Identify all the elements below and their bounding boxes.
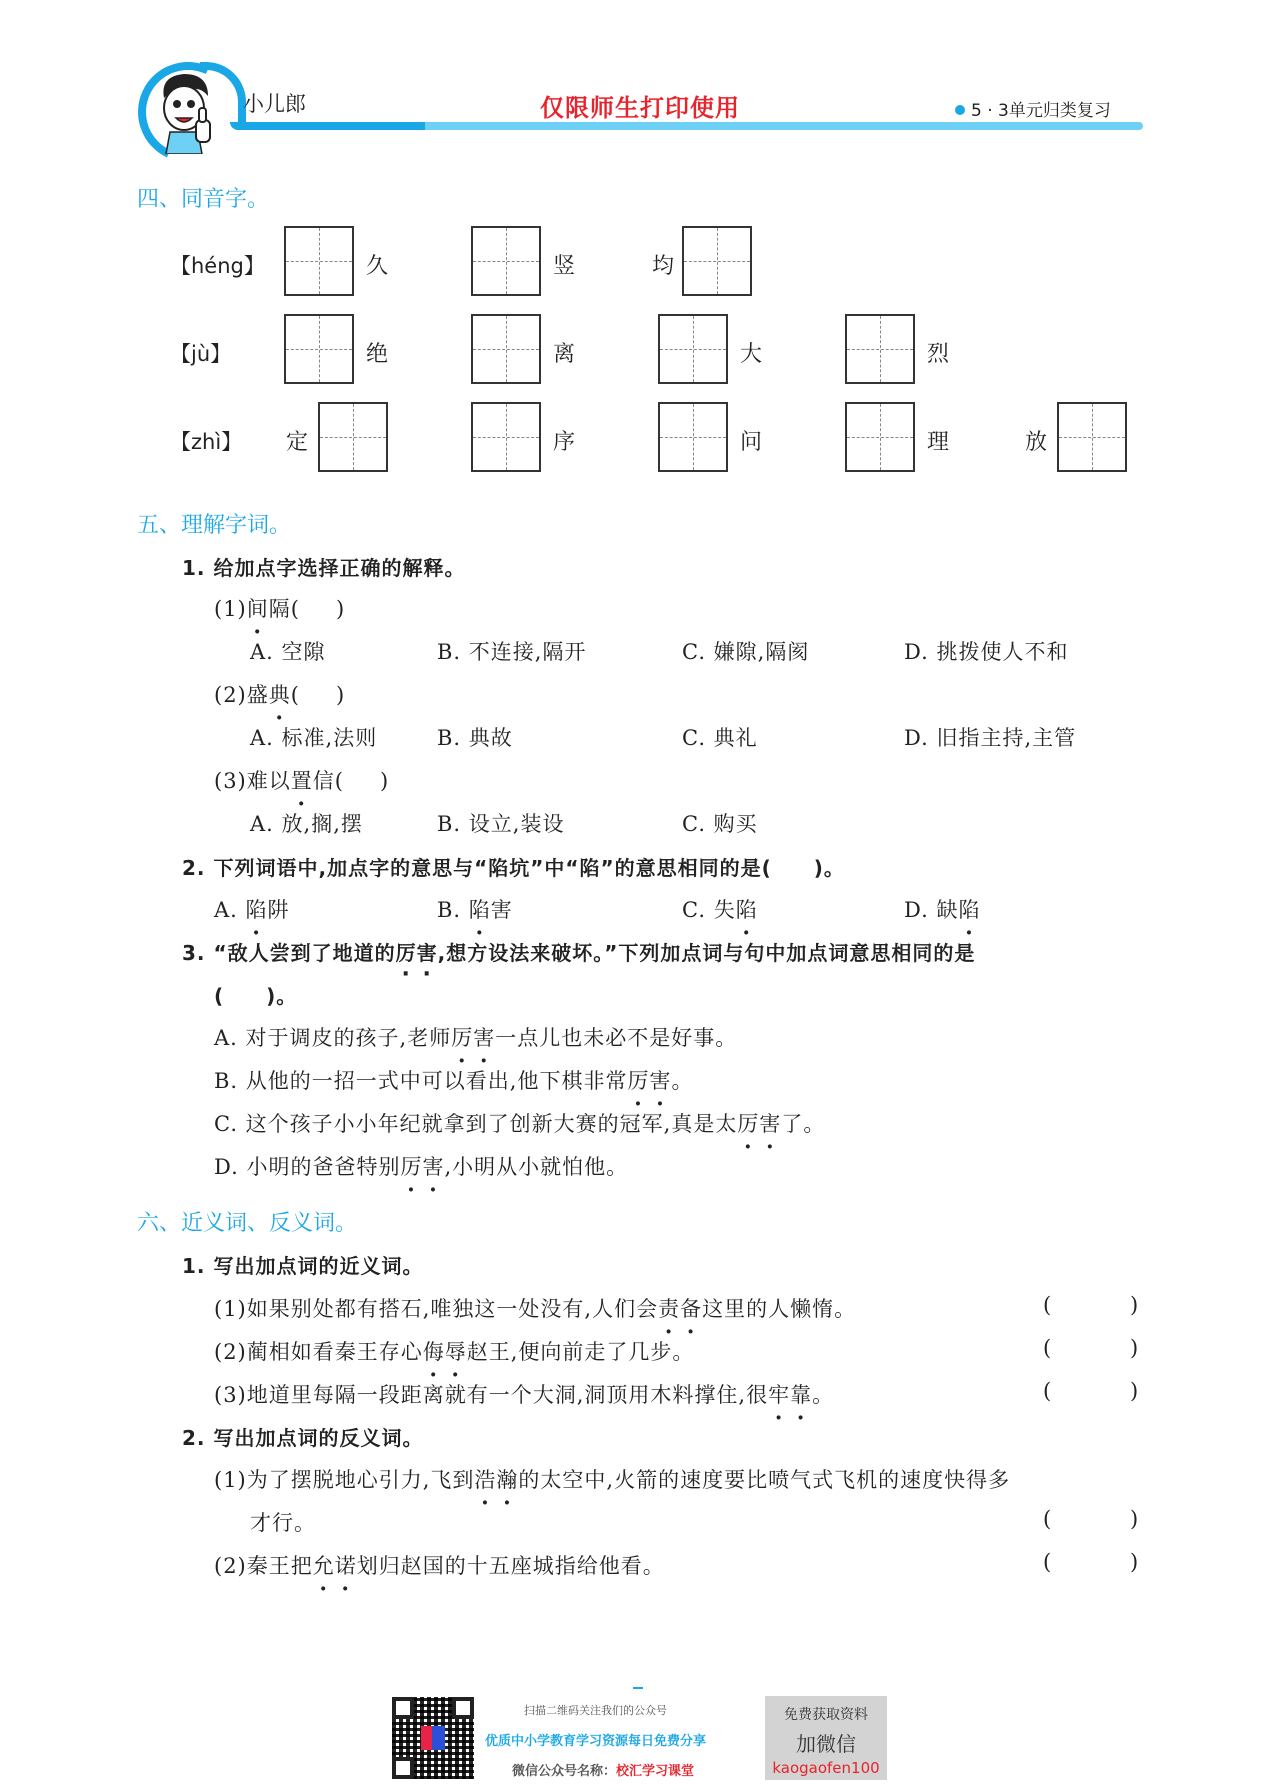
qr-logo-icon xyxy=(421,1726,445,1750)
dotted-char: 辱 xyxy=(444,1340,467,1364)
answer-blank[interactable] xyxy=(1060,1333,1130,1363)
subquestion-text: 盛 xyxy=(246,683,269,707)
option: B. 陷害 xyxy=(437,894,513,924)
paren-open: ( xyxy=(1043,1293,1052,1317)
writing-box[interactable] xyxy=(658,314,728,384)
option: B. 典故 xyxy=(437,726,513,750)
option: B. 从他的一招一式中可以看出,他下棋非常厉害。 xyxy=(214,1065,693,1095)
option: D. 旧指主持,主管 xyxy=(904,726,1077,750)
given-char: 烈 xyxy=(927,342,950,367)
option: A. 对于调皮的孩子,老师厉害一点儿也未必不是好事。 xyxy=(214,1022,737,1052)
dotted-char: 害 xyxy=(416,941,438,965)
qr-finder-icon xyxy=(452,1697,474,1719)
dotted-char: 陷 xyxy=(735,898,758,922)
paren-close: ) xyxy=(335,683,346,707)
question-prompt: 2. 下列词语中,加点字的意思与“陷坑”中“陷”的意思相同的是( )。 xyxy=(182,856,845,880)
dotted-char: 牢 xyxy=(768,1383,791,1407)
dotted-char: 置 xyxy=(290,769,313,793)
dotted-char: 浩 xyxy=(474,1468,497,1492)
paren-open: ( xyxy=(1043,1507,1052,1531)
subquestion: (1)为了摆脱地心引力,飞到浩瀚的太空中,火箭的速度要比喷气式飞机的速度快得多 xyxy=(214,1464,1010,1494)
option: D. 挑拨使人不和 xyxy=(904,640,1069,664)
writing-box[interactable] xyxy=(845,314,915,384)
qr-finder-icon xyxy=(392,1697,414,1719)
subquestion-text: 信( xyxy=(312,769,344,793)
given-char: 放 xyxy=(1025,430,1048,455)
header-rule-dark xyxy=(230,122,425,130)
option: C. 失陷 xyxy=(682,894,758,924)
writing-box[interactable] xyxy=(318,402,388,472)
header-rule-light xyxy=(425,122,1143,130)
option: A. 空隙 xyxy=(250,640,326,664)
dotted-char: 陷 xyxy=(468,898,491,922)
writing-box[interactable] xyxy=(845,402,915,472)
paren-open: ( xyxy=(1043,1550,1052,1574)
dotted-char: 厉 xyxy=(451,1026,474,1050)
pinyin-label: 【zhì】 xyxy=(170,430,243,454)
option: D. 缺陷 xyxy=(904,894,980,924)
option: C. 嫌隙,隔阂 xyxy=(682,640,810,664)
option: C. 购买 xyxy=(682,812,758,836)
given-char: 大 xyxy=(740,342,763,367)
account-label: 微信公众号名称： xyxy=(512,1764,617,1779)
dotted-char: 间 xyxy=(246,597,269,621)
option: A. 标准,法则 xyxy=(250,726,378,750)
answer-blank[interactable] xyxy=(1060,1504,1130,1534)
subquestion-number: (2) xyxy=(214,683,247,707)
promo-line-1: 免费获取资料 xyxy=(784,1707,868,1723)
footer-account xyxy=(512,1760,694,1779)
paren-close: ) xyxy=(1130,1336,1139,1360)
option: C. 典礼 xyxy=(682,726,758,750)
unit-label xyxy=(955,96,1111,121)
option: A. 放,搁,摆 xyxy=(250,812,363,836)
answer-blank[interactable] xyxy=(1060,1547,1130,1577)
paren-open: ( xyxy=(1043,1336,1052,1360)
question-prompt: 2. 写出加点词的反义词。 xyxy=(182,1426,424,1450)
dotted-char: 备 xyxy=(680,1297,703,1321)
footer-scan-text: 扫描二维码关注我们的公众号 xyxy=(524,1704,667,1717)
given-char: 久 xyxy=(366,254,389,279)
pinyin-label: 【jù】 xyxy=(170,342,232,366)
dotted-char: 陷 xyxy=(245,898,268,922)
paren-open: ( xyxy=(1043,1379,1052,1403)
paren-close: ) xyxy=(1130,1550,1139,1574)
mascot-boy-thumbs-up-icon xyxy=(150,68,222,154)
subquestion xyxy=(214,765,389,795)
subquestion-text: 隔( xyxy=(268,597,300,621)
qr-finder-icon xyxy=(392,1757,414,1779)
dotted-char: 厉 xyxy=(627,1069,650,1093)
paren-close: ) xyxy=(1130,1507,1139,1531)
given-char: 理 xyxy=(927,430,950,455)
subquestion-number: (1) xyxy=(214,597,247,621)
writing-box[interactable] xyxy=(284,226,354,296)
dotted-char: 厉 xyxy=(400,1155,423,1179)
footer-slogan: 优质中小学教育学习资源每日免费分享 xyxy=(485,1734,707,1749)
promo-wechat-id: kaogaofen100 xyxy=(772,1759,880,1777)
writing-box[interactable] xyxy=(658,402,728,472)
subquestion-text: ( xyxy=(290,683,300,707)
dotted-char: 典 xyxy=(268,683,291,707)
subquestion: (3)地道里每隔一段距离就有一个大洞,洞顶用木料撑住,很牢靠。 xyxy=(214,1379,834,1409)
dotted-char: 靠 xyxy=(790,1383,813,1407)
paren-close: ) xyxy=(1130,1379,1139,1403)
dotted-char: 诺 xyxy=(334,1554,357,1578)
answer-blank[interactable] xyxy=(1060,1376,1130,1406)
given-char: 绝 xyxy=(366,342,389,367)
given-char: 离 xyxy=(553,342,576,367)
question-prompt: 1. 给加点字选择正确的解释。 xyxy=(182,556,466,580)
dotted-char: 侮 xyxy=(422,1340,445,1364)
section-title-vocab: 五、理解字词。 xyxy=(137,513,292,538)
writing-box[interactable] xyxy=(471,402,541,472)
section-title-synonyms-antonyms: 六、近义词、反义词。 xyxy=(137,1211,358,1236)
subquestion: (2)蔺相如看秦王存心侮辱赵王,便向前走了几步。 xyxy=(214,1336,694,1366)
print-notice: 仅限师生打印使用 xyxy=(540,94,740,122)
promo-line-2: 加微信 xyxy=(796,1732,856,1756)
writing-box[interactable] xyxy=(1057,402,1127,472)
subquestion-continuation: 才行。 xyxy=(250,1511,316,1535)
option: B. 设立,装设 xyxy=(437,812,565,836)
dotted-char: 厉 xyxy=(737,1112,760,1136)
account-name: 校汇学习课堂 xyxy=(616,1764,695,1779)
pinyin-label: 【héng】 xyxy=(170,254,265,278)
paren-close: ) xyxy=(379,769,390,793)
given-char: 序 xyxy=(553,430,576,455)
dotted-char: 瀚 xyxy=(496,1468,519,1492)
paren-close: ) xyxy=(1130,1293,1139,1317)
given-char: 均 xyxy=(652,254,675,279)
option: D. 小明的爸爸特别厉害,小明从小就怕他。 xyxy=(214,1151,628,1181)
subquestion: (2)秦王把允诺划归赵国的十五座城指给他看。 xyxy=(214,1550,665,1580)
writing-box[interactable] xyxy=(284,314,354,384)
given-char: 问 xyxy=(740,430,763,455)
brand-name: 小儿郎 xyxy=(243,92,306,116)
given-char: 定 xyxy=(286,430,309,455)
subquestion-number: (3) xyxy=(214,769,247,793)
dotted-char: 厉 xyxy=(395,941,417,965)
dotted-char: 害 xyxy=(422,1155,445,1179)
writing-box[interactable] xyxy=(471,226,541,296)
dotted-char: 允 xyxy=(312,1554,335,1578)
dotted-char: 害 xyxy=(473,1026,496,1050)
answer-blank[interactable] xyxy=(1060,1290,1130,1320)
subquestion xyxy=(214,679,345,709)
dotted-char: 陷 xyxy=(958,898,981,922)
question-prompt: 3. “敌人尝到了地道的厉害,想方设法来破坏。”下列加点词与句中加点词意思相同的是 xyxy=(182,937,975,966)
subquestion-text: 难以 xyxy=(246,769,291,793)
given-char: 竖 xyxy=(553,254,576,279)
option: C. 这个孩子小小年纪就拿到了创新大赛的冠军,真是太厉害了。 xyxy=(214,1108,825,1138)
option: B. 不连接,隔开 xyxy=(437,640,587,664)
writing-box[interactable] xyxy=(682,226,752,296)
question-prompt: 1. 写出加点词的近义词。 xyxy=(182,1254,424,1278)
writing-box[interactable] xyxy=(471,314,541,384)
unit-label-text: 5 · 3单元归类复习 xyxy=(971,101,1111,121)
subquestion xyxy=(214,593,345,623)
section-title-homophones: 四、同音字。 xyxy=(137,187,270,212)
wechat-promo-box xyxy=(765,1696,887,1780)
dotted-char: 害 xyxy=(759,1112,782,1136)
page-marker xyxy=(633,1687,643,1689)
answer-blank[interactable]: ( )。 xyxy=(214,984,298,1008)
paren-close: ) xyxy=(335,597,346,621)
option: A. 陷阱 xyxy=(214,894,290,924)
subquestion: (1)如果别处都有搭石,唯独这一处没有,人们会责备这里的人懒惰。 xyxy=(214,1293,856,1323)
dotted-char: 责 xyxy=(658,1297,681,1321)
dotted-char: 害 xyxy=(649,1069,672,1093)
bullet-dot-icon xyxy=(955,105,965,115)
